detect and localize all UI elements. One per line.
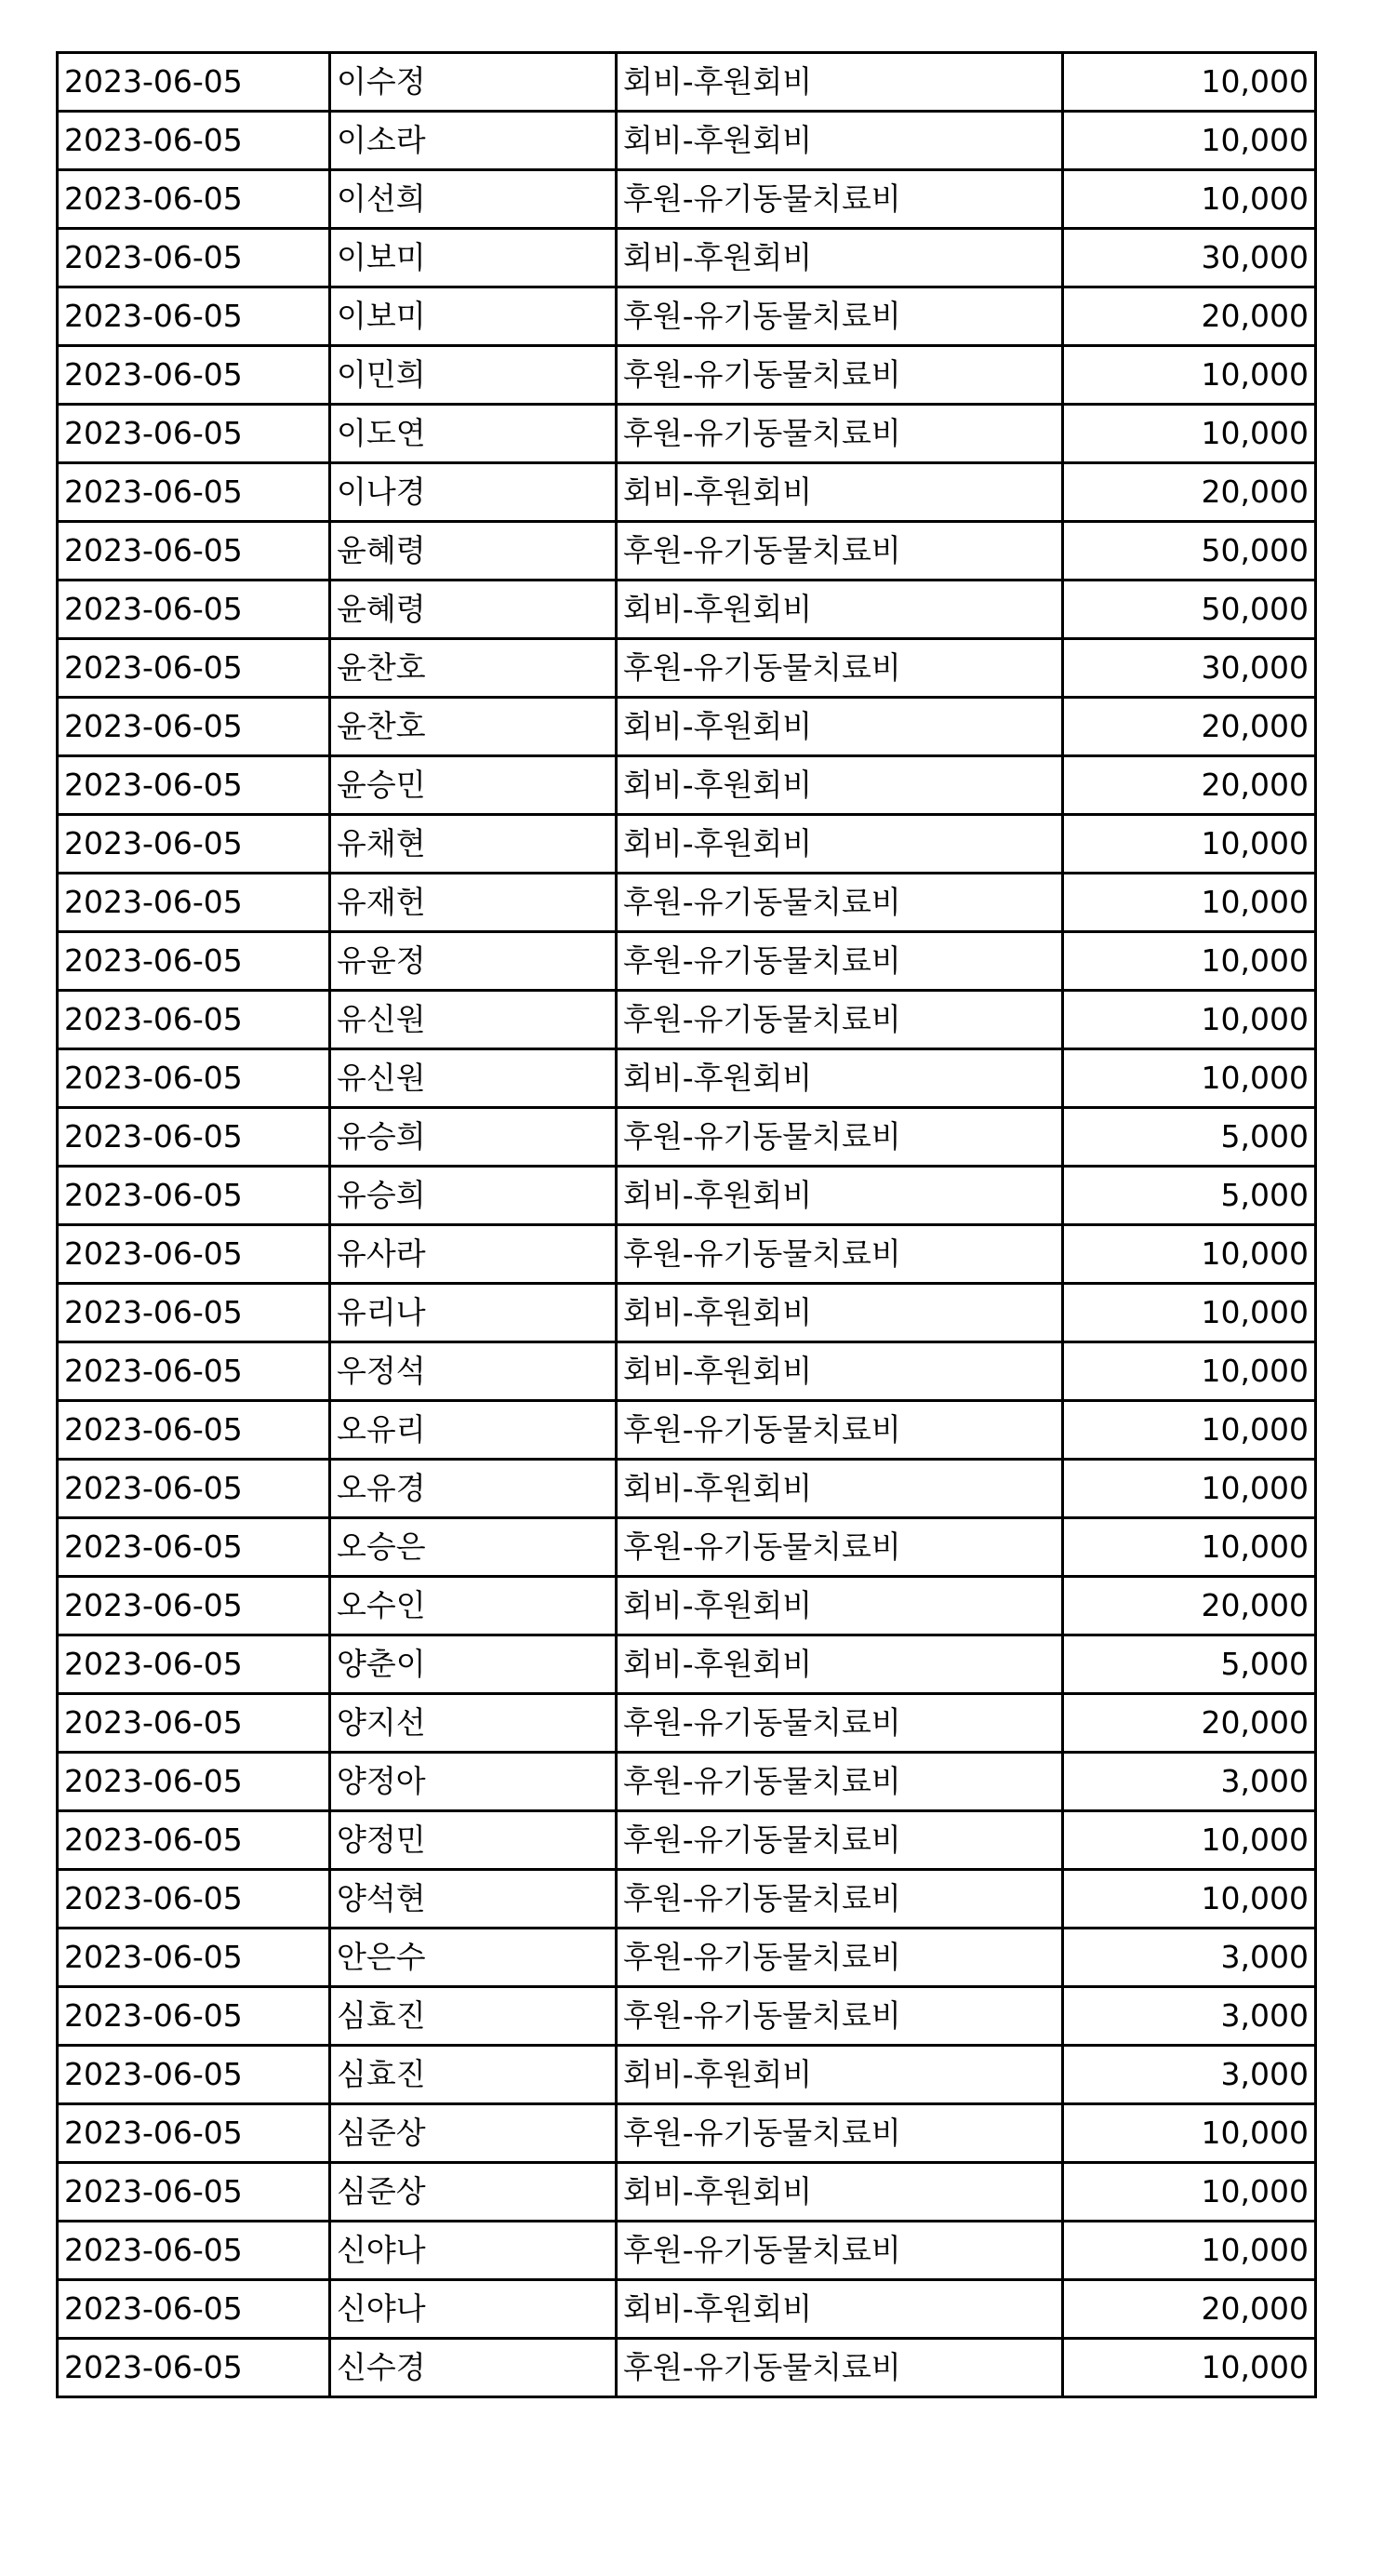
category-cell: 후원-유기동물치료비 [617, 874, 1063, 932]
table-row [58, 2222, 1316, 2280]
donor-name-cell: 유신원 [330, 991, 617, 1049]
donor-name-cell: 안은수 [330, 1929, 617, 1987]
category-cell: 후원-유기동물치료비 [617, 287, 1063, 346]
table-row [58, 229, 1316, 287]
date-cell: 2023-06-05 [58, 2046, 330, 2104]
date-cell: 2023-06-05 [58, 1635, 330, 1694]
table-row [58, 1518, 1316, 1577]
category-cell: 회비-후원회비 [617, 1342, 1063, 1401]
date-cell: 2023-06-05 [58, 1929, 330, 1987]
category-cell: 후원-유기동물치료비 [617, 170, 1063, 229]
category-cell: 회비-후원회비 [617, 581, 1063, 639]
date-cell: 2023-06-05 [58, 287, 330, 346]
category-cell: 후원-유기동물치료비 [617, 1694, 1063, 1753]
amount-cell: 10,000 [1063, 932, 1316, 991]
table-row [58, 2163, 1316, 2222]
amount-cell: 30,000 [1063, 639, 1316, 698]
category-cell: 회비-후원회비 [617, 229, 1063, 287]
category-cell: 후원-유기동물치료비 [617, 639, 1063, 698]
donor-name-cell: 유리나 [330, 1284, 617, 1342]
table-row [58, 287, 1316, 346]
donor-name-cell: 신야나 [330, 2280, 617, 2339]
category-cell: 회비-후원회비 [617, 1460, 1063, 1518]
amount-cell: 10,000 [1063, 53, 1316, 112]
donor-name-cell: 오승은 [330, 1518, 617, 1577]
date-cell: 2023-06-05 [58, 53, 330, 112]
amount-cell: 10,000 [1063, 1518, 1316, 1577]
donor-name-cell: 유채현 [330, 815, 617, 874]
donor-name-cell: 우정석 [330, 1342, 617, 1401]
table-row [58, 170, 1316, 229]
amount-cell: 10,000 [1063, 2339, 1316, 2397]
amount-cell: 20,000 [1063, 2280, 1316, 2339]
amount-cell: 10,000 [1063, 112, 1316, 170]
amount-cell: 10,000 [1063, 1049, 1316, 1108]
category-cell: 회비-후원회비 [617, 1635, 1063, 1694]
donor-name-cell: 양석현 [330, 1870, 617, 1929]
date-cell: 2023-06-05 [58, 2104, 330, 2163]
date-cell: 2023-06-05 [58, 1518, 330, 1577]
category-cell: 후원-유기동물치료비 [617, 1518, 1063, 1577]
amount-cell: 10,000 [1063, 874, 1316, 932]
table-row [58, 1753, 1316, 1811]
date-cell: 2023-06-05 [58, 1167, 330, 1225]
table-row [58, 581, 1316, 639]
donor-name-cell: 이보미 [330, 229, 617, 287]
amount-cell: 3,000 [1063, 1929, 1316, 1987]
amount-cell: 10,000 [1063, 170, 1316, 229]
table-row [58, 1108, 1316, 1167]
category-cell: 후원-유기동물치료비 [617, 1753, 1063, 1811]
table-row [58, 991, 1316, 1049]
amount-cell: 3,000 [1063, 1753, 1316, 1811]
donor-name-cell: 양춘이 [330, 1635, 617, 1694]
amount-cell: 10,000 [1063, 1870, 1316, 1929]
category-cell: 후원-유기동물치료비 [617, 2104, 1063, 2163]
category-cell: 후원-유기동물치료비 [617, 932, 1063, 991]
date-cell: 2023-06-05 [58, 756, 330, 815]
table-row [58, 1049, 1316, 1108]
category-cell: 회비-후원회비 [617, 112, 1063, 170]
category-cell: 후원-유기동물치료비 [617, 1987, 1063, 2046]
category-cell: 회비-후원회비 [617, 1167, 1063, 1225]
donor-name-cell: 이선희 [330, 170, 617, 229]
date-cell: 2023-06-05 [58, 1753, 330, 1811]
category-cell: 회비-후원회비 [617, 53, 1063, 112]
table-row [58, 1987, 1316, 2046]
category-cell: 후원-유기동물치료비 [617, 405, 1063, 463]
category-cell: 회비-후원회비 [617, 1284, 1063, 1342]
amount-cell: 3,000 [1063, 2046, 1316, 2104]
date-cell: 2023-06-05 [58, 229, 330, 287]
amount-cell: 20,000 [1063, 698, 1316, 756]
date-cell: 2023-06-05 [58, 1811, 330, 1870]
date-cell: 2023-06-05 [58, 522, 330, 581]
table-row [58, 112, 1316, 170]
amount-cell: 5,000 [1063, 1167, 1316, 1225]
category-cell: 후원-유기동물치료비 [617, 1401, 1063, 1460]
amount-cell: 20,000 [1063, 1694, 1316, 1753]
table-row [58, 1401, 1316, 1460]
date-cell: 2023-06-05 [58, 170, 330, 229]
date-cell: 2023-06-05 [58, 2163, 330, 2222]
date-cell: 2023-06-05 [58, 346, 330, 405]
date-cell: 2023-06-05 [58, 639, 330, 698]
date-cell: 2023-06-05 [58, 1987, 330, 2046]
table-row [58, 1811, 1316, 1870]
amount-cell: 10,000 [1063, 1811, 1316, 1870]
donor-name-cell: 신수경 [330, 2339, 617, 2397]
table-row [58, 1694, 1316, 1753]
category-cell: 회비-후원회비 [617, 698, 1063, 756]
table-row [58, 1225, 1316, 1284]
date-cell: 2023-06-05 [58, 405, 330, 463]
amount-cell: 10,000 [1063, 815, 1316, 874]
amount-cell: 10,000 [1063, 346, 1316, 405]
category-cell: 후원-유기동물치료비 [617, 1929, 1063, 1987]
date-cell: 2023-06-05 [58, 1577, 330, 1635]
donor-name-cell: 양지선 [330, 1694, 617, 1753]
table-row [58, 1929, 1316, 1987]
amount-cell: 10,000 [1063, 2163, 1316, 2222]
table-row [58, 2339, 1316, 2397]
category-cell: 후원-유기동물치료비 [617, 991, 1063, 1049]
amount-cell: 10,000 [1063, 1342, 1316, 1401]
category-cell: 후원-유기동물치료비 [617, 522, 1063, 581]
table-row [58, 2104, 1316, 2163]
amount-cell: 10,000 [1063, 2104, 1316, 2163]
category-cell: 후원-유기동물치료비 [617, 1811, 1063, 1870]
donor-name-cell: 윤찬호 [330, 639, 617, 698]
donor-name-cell: 오유경 [330, 1460, 617, 1518]
donor-name-cell: 심준상 [330, 2104, 617, 2163]
date-cell: 2023-06-05 [58, 2222, 330, 2280]
table-row [58, 522, 1316, 581]
donor-name-cell: 오유리 [330, 1401, 617, 1460]
table-row [58, 1577, 1316, 1635]
table-row [58, 463, 1316, 522]
amount-cell: 10,000 [1063, 405, 1316, 463]
amount-cell: 10,000 [1063, 1401, 1316, 1460]
date-cell: 2023-06-05 [58, 1401, 330, 1460]
donor-name-cell: 윤찬호 [330, 698, 617, 756]
date-cell: 2023-06-05 [58, 2339, 330, 2397]
donor-name-cell: 양정민 [330, 1811, 617, 1870]
category-cell: 회비-후원회비 [617, 756, 1063, 815]
category-cell: 후원-유기동물치료비 [617, 2222, 1063, 2280]
table-row [58, 346, 1316, 405]
amount-cell: 10,000 [1063, 1225, 1316, 1284]
amount-cell: 5,000 [1063, 1635, 1316, 1694]
table-row [58, 698, 1316, 756]
date-cell: 2023-06-05 [58, 698, 330, 756]
donor-name-cell: 심준상 [330, 2163, 617, 2222]
amount-cell: 30,000 [1063, 229, 1316, 287]
table-row [58, 874, 1316, 932]
donor-name-cell: 이수정 [330, 53, 617, 112]
table-row [58, 1342, 1316, 1401]
date-cell: 2023-06-05 [58, 1049, 330, 1108]
table-row [58, 815, 1316, 874]
category-cell: 후원-유기동물치료비 [617, 1225, 1063, 1284]
date-cell: 2023-06-05 [58, 874, 330, 932]
donor-name-cell: 이민희 [330, 346, 617, 405]
amount-cell: 50,000 [1063, 581, 1316, 639]
date-cell: 2023-06-05 [58, 991, 330, 1049]
amount-cell: 5,000 [1063, 1108, 1316, 1167]
amount-cell: 10,000 [1063, 1284, 1316, 1342]
donor-name-cell: 윤승민 [330, 756, 617, 815]
amount-cell: 10,000 [1063, 1460, 1316, 1518]
donation-ledger-table [56, 51, 1317, 2398]
category-cell: 회비-후원회비 [617, 1049, 1063, 1108]
date-cell: 2023-06-05 [58, 1694, 330, 1753]
table-row [58, 1284, 1316, 1342]
table-row [58, 1460, 1316, 1518]
donor-name-cell: 심효진 [330, 2046, 617, 2104]
date-cell: 2023-06-05 [58, 1460, 330, 1518]
donor-name-cell: 유승희 [330, 1108, 617, 1167]
category-cell: 회비-후원회비 [617, 463, 1063, 522]
donor-name-cell: 오수인 [330, 1577, 617, 1635]
donor-name-cell: 양정아 [330, 1753, 617, 1811]
date-cell: 2023-06-05 [58, 112, 330, 170]
date-cell: 2023-06-05 [58, 2280, 330, 2339]
donor-name-cell: 유재헌 [330, 874, 617, 932]
table-row [58, 639, 1316, 698]
amount-cell: 20,000 [1063, 463, 1316, 522]
donor-name-cell: 신야나 [330, 2222, 617, 2280]
table-row [58, 1635, 1316, 1694]
table-row [58, 53, 1316, 112]
date-cell: 2023-06-05 [58, 463, 330, 522]
donor-name-cell: 유윤정 [330, 932, 617, 991]
donor-name-cell: 이소라 [330, 112, 617, 170]
category-cell: 회비-후원회비 [617, 1577, 1063, 1635]
date-cell: 2023-06-05 [58, 581, 330, 639]
category-cell: 회비-후원회비 [617, 2280, 1063, 2339]
date-cell: 2023-06-05 [58, 1342, 330, 1401]
donor-name-cell: 유사라 [330, 1225, 617, 1284]
donor-name-cell: 유신원 [330, 1049, 617, 1108]
category-cell: 회비-후원회비 [617, 815, 1063, 874]
date-cell: 2023-06-05 [58, 1225, 330, 1284]
donor-name-cell: 윤혜령 [330, 522, 617, 581]
date-cell: 2023-06-05 [58, 1108, 330, 1167]
donor-name-cell: 윤혜령 [330, 581, 617, 639]
date-cell: 2023-06-05 [58, 815, 330, 874]
category-cell: 후원-유기동물치료비 [617, 2339, 1063, 2397]
table-row [58, 1167, 1316, 1225]
donor-name-cell: 유승희 [330, 1167, 617, 1225]
date-cell: 2023-06-05 [58, 932, 330, 991]
amount-cell: 20,000 [1063, 287, 1316, 346]
donor-name-cell: 이보미 [330, 287, 617, 346]
table-row [58, 405, 1316, 463]
category-cell: 회비-후원회비 [617, 2046, 1063, 2104]
table-row [58, 1870, 1316, 1929]
amount-cell: 3,000 [1063, 1987, 1316, 2046]
donor-name-cell: 이도연 [330, 405, 617, 463]
category-cell: 후원-유기동물치료비 [617, 346, 1063, 405]
amount-cell: 10,000 [1063, 991, 1316, 1049]
amount-cell: 50,000 [1063, 522, 1316, 581]
category-cell: 후원-유기동물치료비 [617, 1108, 1063, 1167]
donor-name-cell: 심효진 [330, 1987, 617, 2046]
category-cell: 후원-유기동물치료비 [617, 1870, 1063, 1929]
date-cell: 2023-06-05 [58, 1284, 330, 1342]
table-row [58, 756, 1316, 815]
table-row [58, 932, 1316, 991]
amount-cell: 20,000 [1063, 1577, 1316, 1635]
category-cell: 회비-후원회비 [617, 2163, 1063, 2222]
ledger-body [58, 53, 1316, 2397]
amount-cell: 10,000 [1063, 2222, 1316, 2280]
table-row [58, 2046, 1316, 2104]
date-cell: 2023-06-05 [58, 1870, 330, 1929]
donor-name-cell: 이나경 [330, 463, 617, 522]
amount-cell: 20,000 [1063, 756, 1316, 815]
table-row [58, 2280, 1316, 2339]
